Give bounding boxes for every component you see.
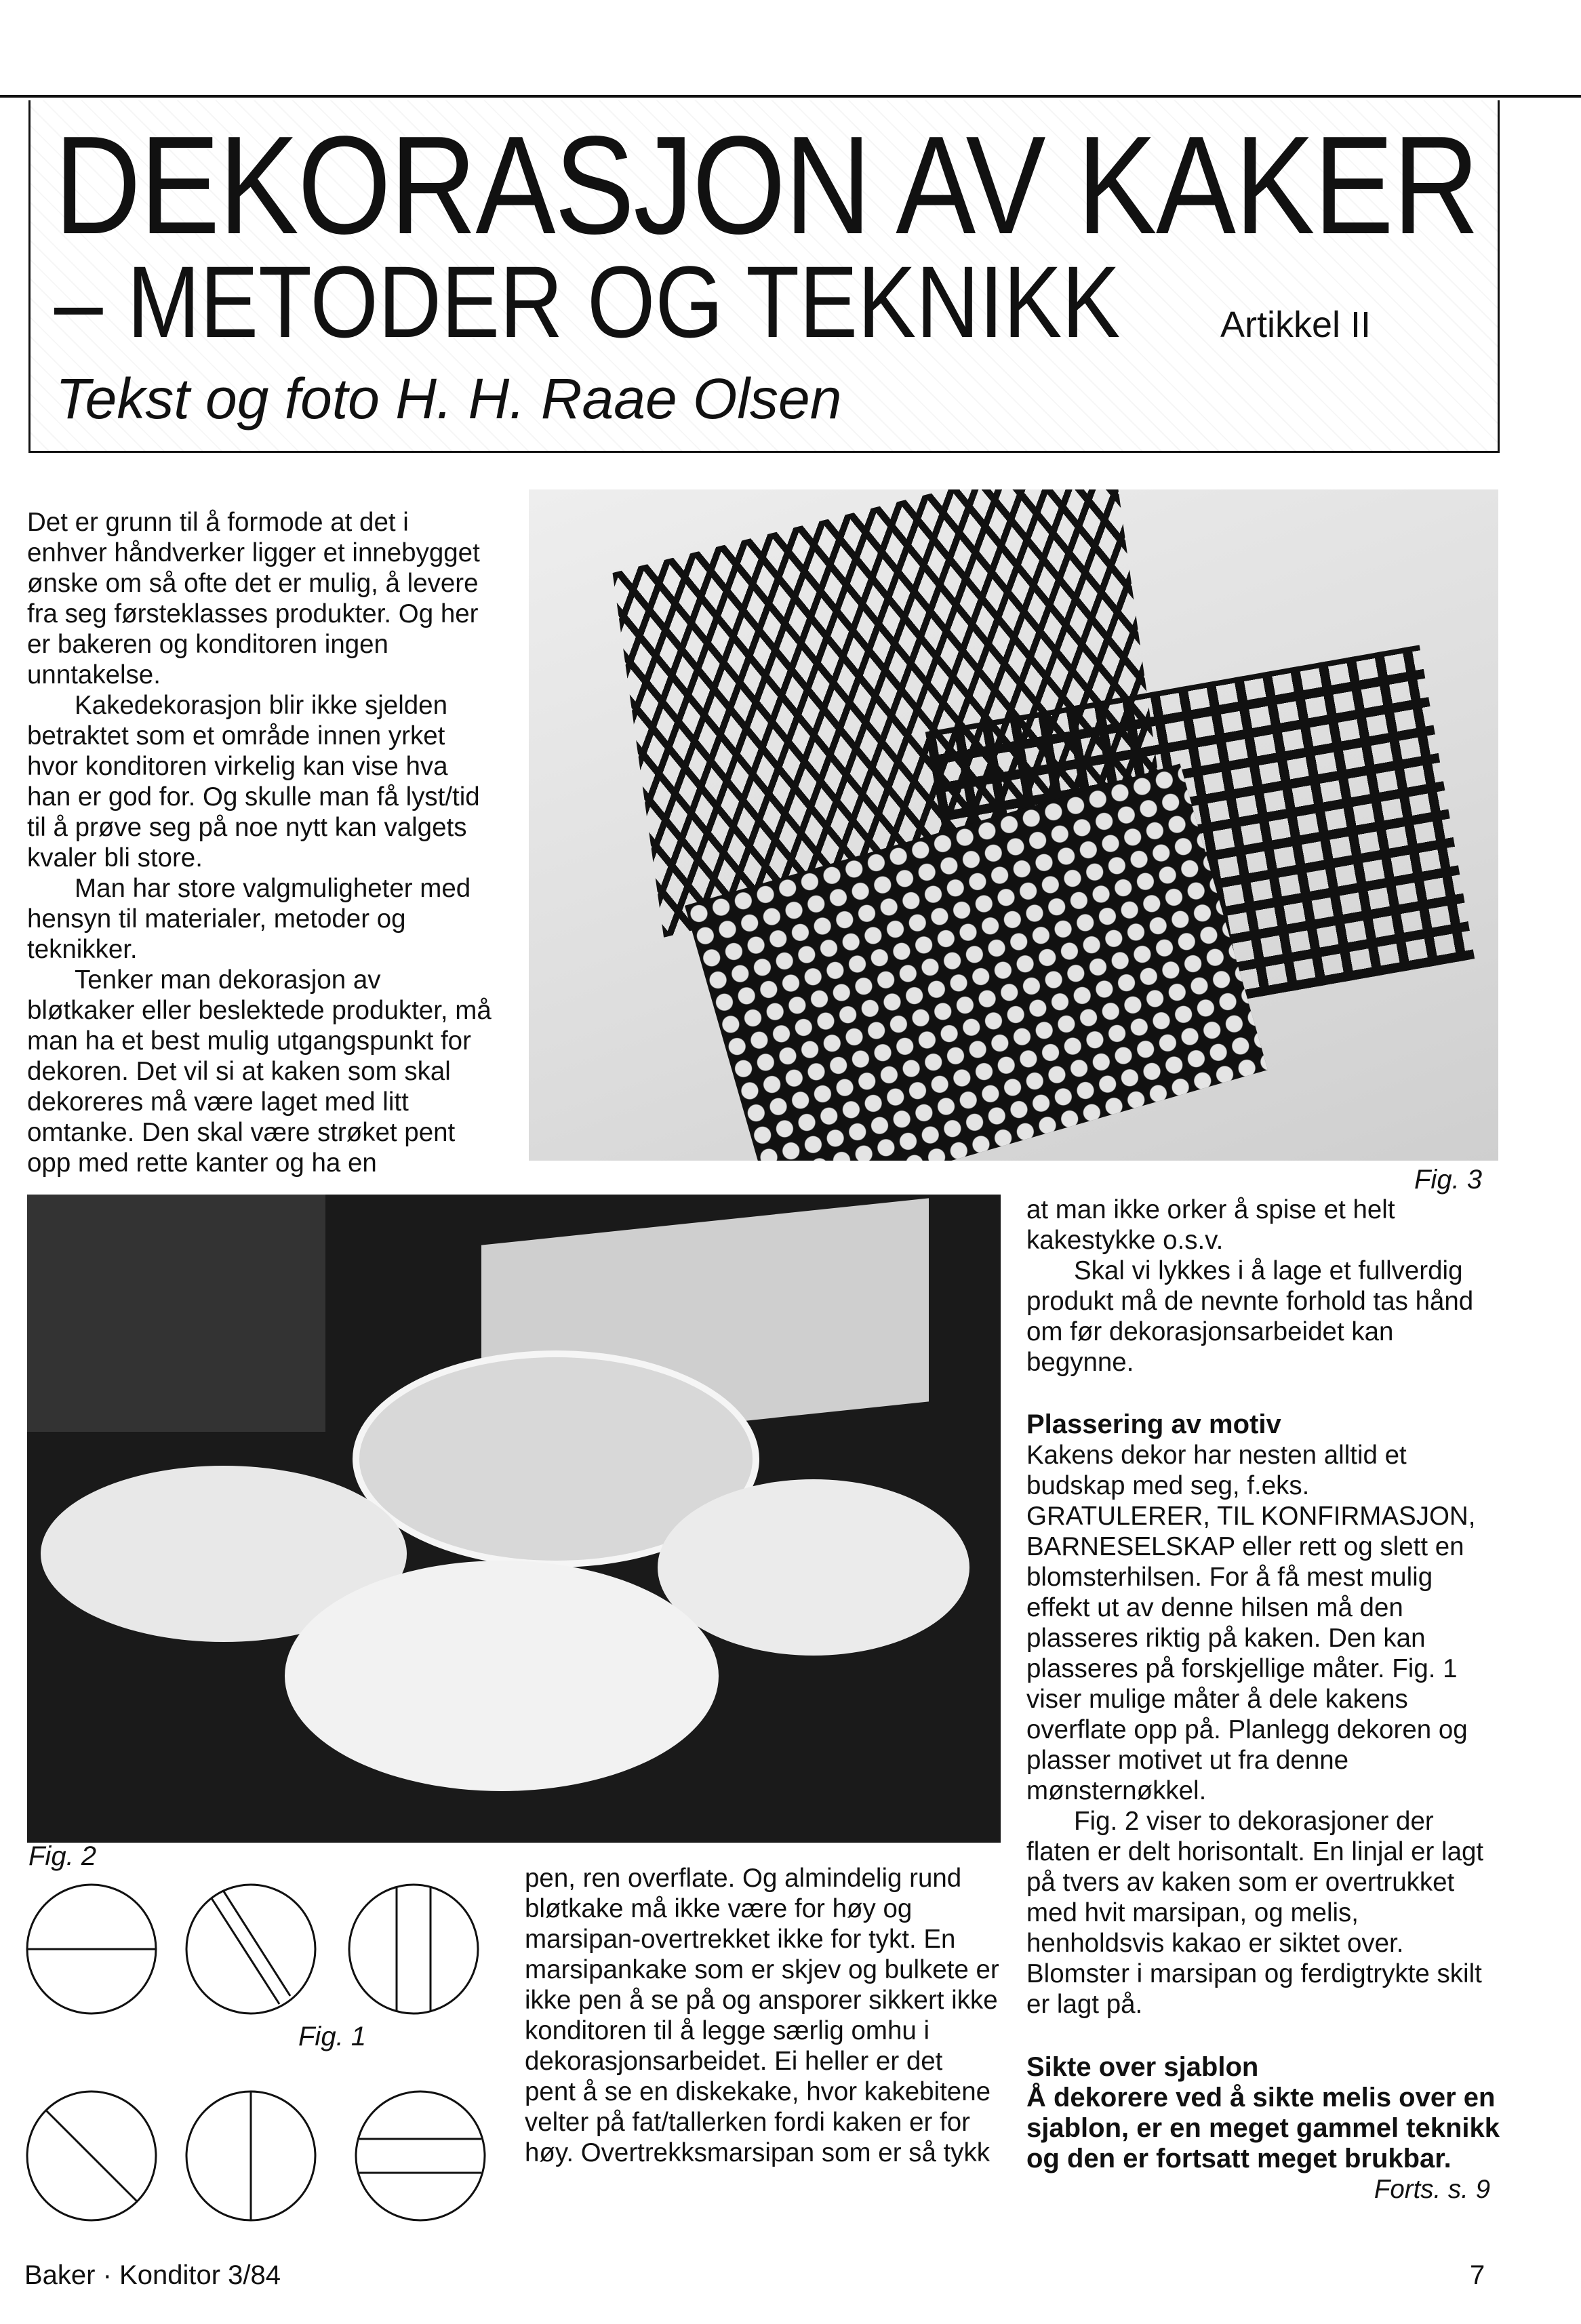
paragraph: Kakedekorasjon blir ikke sjelden betraktet som et område innen yrket hvor konditoren virkelig kan vise hva han er god for. Og skulle man få lyst/tid til å prøve seg på noe nytt kan valgets kvaler bli store. [27, 691, 480, 873]
section-heading: Sikte over sjablon [1026, 2052, 1259, 2082]
continued-note: Forts. s. 9 [1374, 2175, 1490, 2204]
paragraph: Skal vi lykkes i å lage et fullverdig produkt må de nevnte forhold tas hånd om før dekorasjonsarbeidet kan begynne. [1026, 1256, 1474, 1377]
column-3 [1026, 1195, 1498, 2020]
fig3-caption: Fig. 3 [1414, 1165, 1483, 1195]
paragraph: Å dekorere ved å sikte melis over en sjablon, er en meget gammel teknikk og den er fortsatt meget brukbar. [1026, 2083, 1500, 2173]
column-2 [525, 1863, 999, 2168]
paragraph: Kakens dekor har nesten alltid et budskap med seg, f.eks. GRATULERER, TIL KONFIRMASJON, BARNESELSKAP eller rett og slett en blomsterhilsen. For å få mest mulig effekt ut av denne hilsen må den plasseres riktig på kaken. Den kan plasseres på forskjellige måter. Fig. 1 viser mulige måter å dele kakens overflate opp på. Planlegg dekoren og plasser motivet ut fra denne mønsternøkkel. [1026, 1441, 1476, 1805]
fig2-photo [27, 1195, 1001, 1843]
paragraph: at man ikke orker å spise et helt kakestykke o.s.v. [1026, 1195, 1395, 1255]
cake-front [285, 1561, 719, 1791]
fig1-diagram [20, 1864, 508, 2244]
paragraph: pen, ren overflate. Og almindelig rund bløtkake må ikke være for høy og marsipan-overtrekket ikke for tykt. En marsipankake som er skjev og bulkete er ikke pen å se på og ansporer sikkert ikke konditoren til å legge særlig omhu i dekorasjonsarbeidet. Ei heller er det pent å se en diskekake, hvor kakebitene velter på fat/tallerken fordi kaken er for høy. Overtrekksmarsipan som er så tykk [525, 1864, 999, 2167]
page-number: 7 [1470, 2260, 1485, 2290]
paragraph: Man har store valgmuligheter med hensyn til materialer, metoder og teknikker. [27, 874, 471, 964]
headline: DEKORASJON AV KAKER [54, 107, 1479, 263]
column-1 [27, 507, 495, 1178]
circle-diagonal-strip [186, 1885, 315, 2014]
subheadline: – METODER OG TEKNIKK [54, 245, 1121, 359]
paragraph: Tenker man dekorasjon av bløtkaker eller beslektede produkter, må man ha et best mulig utgangspunkt for dekoren. Det vil si at kaken som skal dekoreres må være laget med litt omtanke. Den skal være strøket pent opp med rette kanter og ha en [27, 965, 492, 1178]
box-left [27, 1195, 325, 1432]
fig1-caption: Fig. 1 [298, 2022, 367, 2051]
top-rule [0, 95, 1581, 98]
article-number: Artikkel II [1220, 304, 1372, 345]
footer-publication: Baker · Konditor 3/84 [24, 2260, 281, 2290]
column-4 [1026, 2051, 1501, 2205]
fig2-caption: Fig. 2 [28, 1841, 97, 1871]
byline: Tekst og foto H. H. Raae Olsen [56, 367, 842, 430]
cake-right [658, 1479, 969, 1656]
fig3-photo [529, 489, 1498, 1161]
circle-vertical-strip [349, 1885, 478, 2014]
paragraph: Fig. 2 viser to dekorasjoner der flaten er delt horisontalt. En linjal er lagt på tvers av kaken som er overtrukket med hvit marsipan, og melis, henholdsvis kakao er siktet over. Blomster i marsipan og ferdigtrykte skilt er lagt på. [1026, 1807, 1484, 2019]
paragraph: Det er grunn til å formode at det i enhver håndverker ligger et innebygget ønske om så ofte det er mulig, å levere fra seg førsteklasses produkter. Og her er bakeren og konditoren ingen unntakelse. [27, 508, 480, 689]
section-heading: Plassering av motiv [1026, 1409, 1281, 1439]
circle-horizontal-strip [356, 2091, 485, 2220]
